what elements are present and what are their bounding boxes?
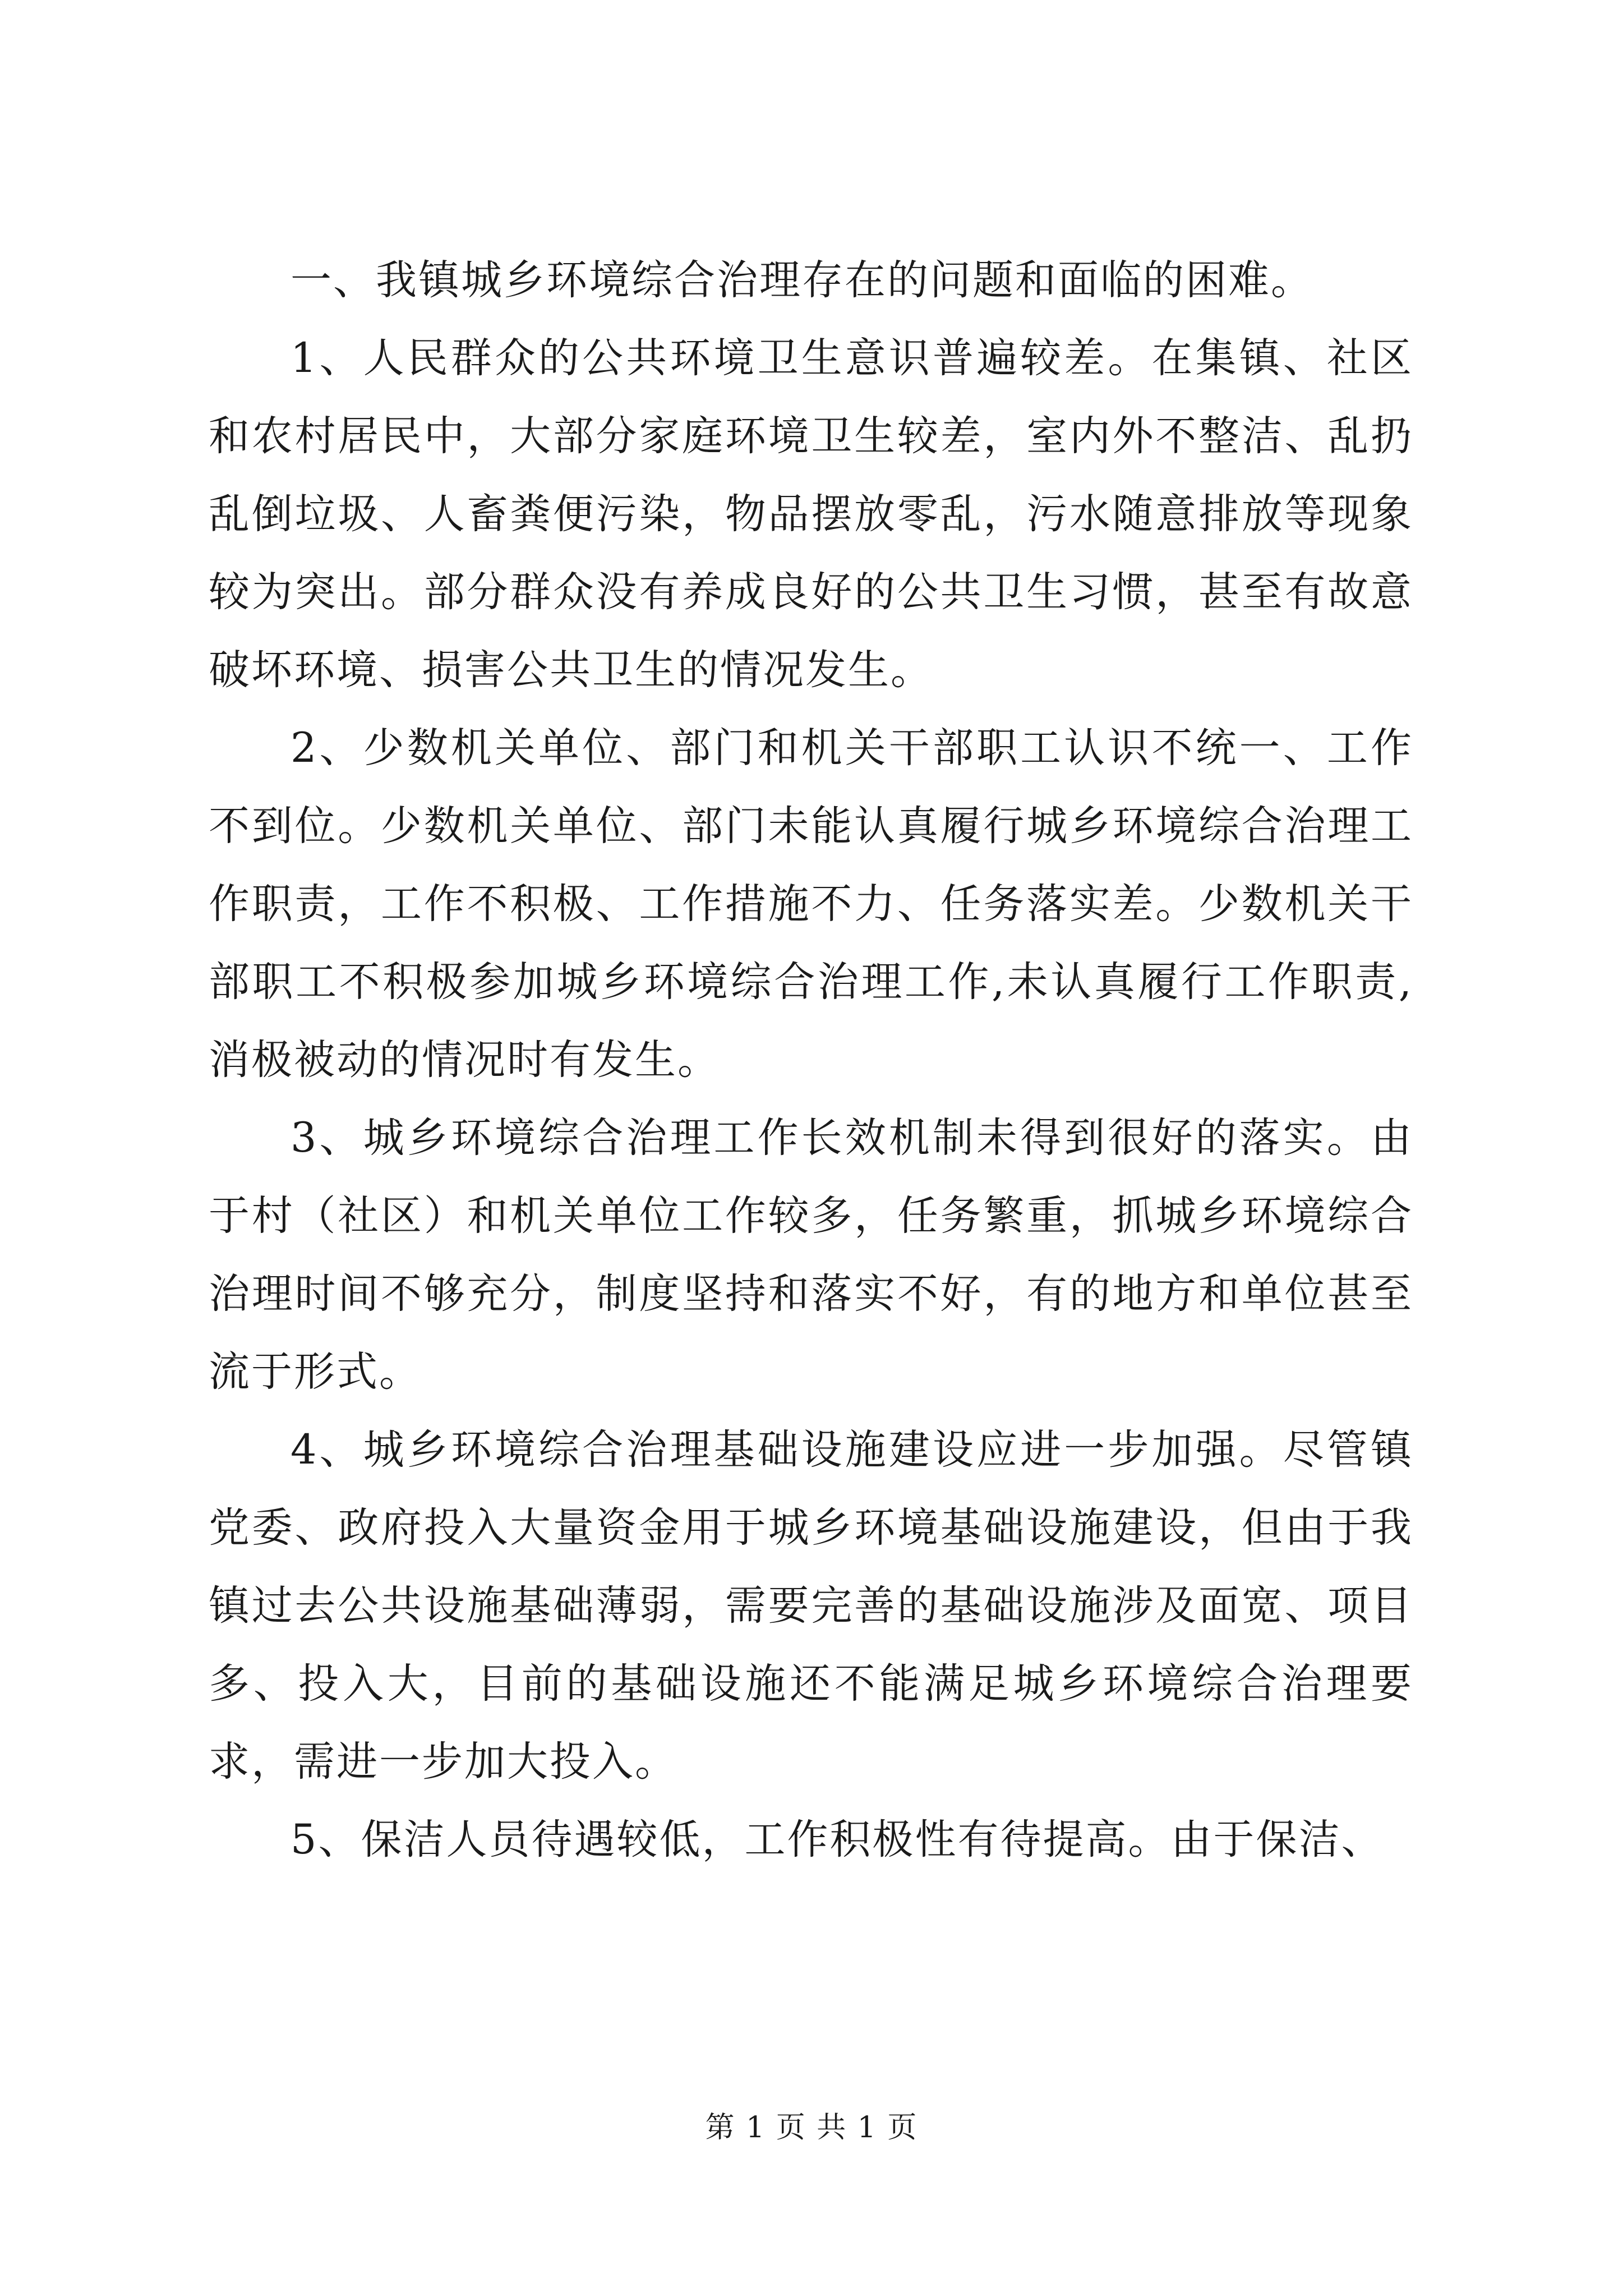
paragraph-4: 4、城乡环境综合治理基础设施建设应进一步加强。尽管镇党委、政府投入大量资金用于城乡环境基础设施建设，但由于我镇过去公共设施基础薄弱，需要完善的基础设施涉及面宽、项目多、投入大，目前的基础设施还不能满足城乡环境综合治理要求，需进一步加大投入。 bbox=[209, 1426, 1413, 1786]
page-number-footer: 第 1 页 共 1 页 bbox=[705, 2111, 918, 2145]
document-body bbox=[209, 241, 1413, 1879]
paragraph-5: 5、保洁人员待遇较低，工作积极性有待提高。由于保洁、 bbox=[291, 1816, 1384, 1864]
paragraph-3: 3、城乡环境综合治理工作长效机制未得到很好的落实。由于村（社区）和机关单位工作较多，任务繁重，抓城乡环境综合治理时间不够充分，制度坚持和落实不好，有的地方和单位甚至流于形式。 bbox=[209, 1114, 1413, 1396]
paragraph-2: 2、少数机关单位、部门和机关干部职工认识不统一、工作不到位。少数机关单位、部门未能认真履行城乡环境综合治理工作职责，工作不积极、工作措施不力、任务落实差。少数机关干部职工不积极参加城乡环境综合治理工作,未认真履行工作职责,消极被动的情况时有发生。 bbox=[209, 724, 1413, 1084]
paragraph-1: 1、人民群众的公共环境卫生意识普遍较差。在集镇、社区和农村居民中，大部分家庭环境卫生较差，室内外不整洁、乱扔乱倒垃圾、人畜粪便污染，物品摆放零乱，污水随意排放等现象较为突出。部分群众没有养成良好的公共卫生习惯，甚至有故意破坏环境、损害公共卫生的情况发生。 bbox=[209, 334, 1413, 694]
section-heading: 一、我镇城乡环境综合治理存在的问题和面临的困难。 bbox=[291, 256, 1313, 304]
